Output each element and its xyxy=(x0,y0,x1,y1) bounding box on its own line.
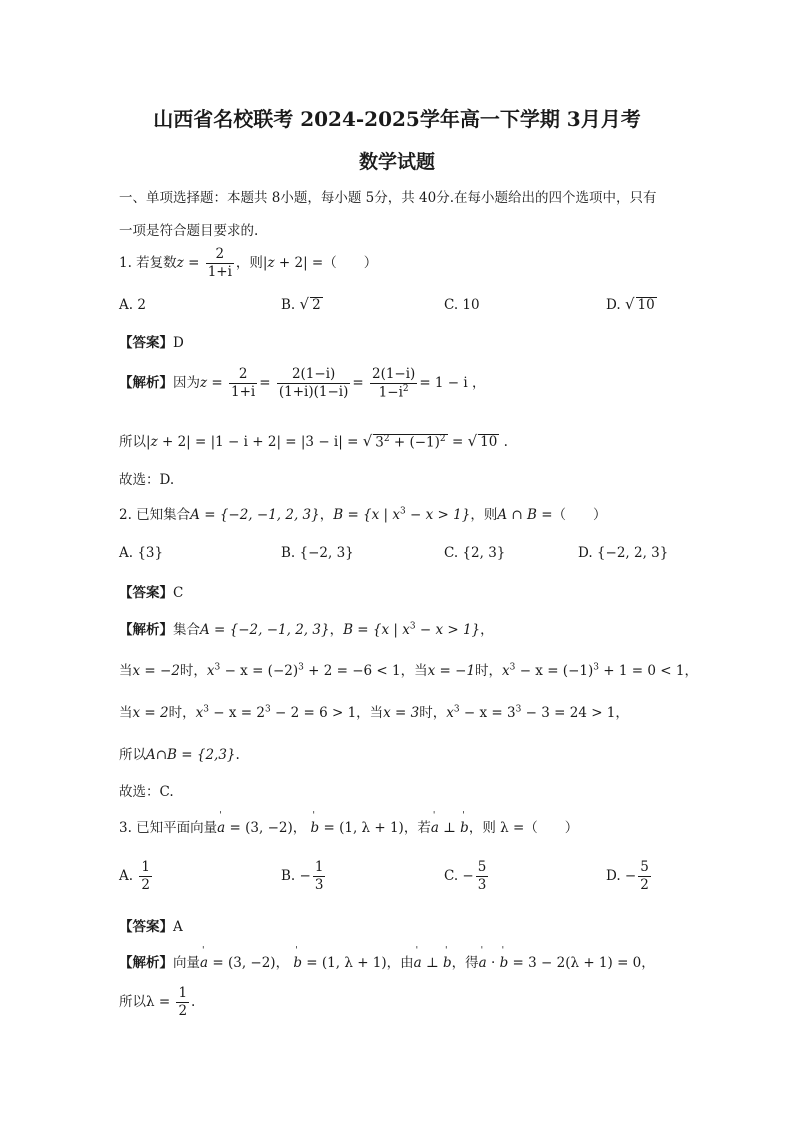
q3-option-b: B. − $\frac{1}{3}$ xyxy=(281,859,324,893)
q1-option-d: D. √ 10 xyxy=(606,295,655,313)
q1-analysis: 【解析】因为z = $\frac{2}{1+i}$ = $\frac{2(1-i)}{(1+i)(1-i)}$ = $\frac{2(1-i)}{1-i^2}$ = 1 − i ， xyxy=(119,366,486,401)
q2-option-d: D. {−2, 2, 3} xyxy=(578,545,669,561)
section-heading-line2: 一项是符合题目要求的. xyxy=(119,223,259,239)
q1-therefore: 所以|z + 2| = |1 − i + 2| = |3 − i| = √ $3^2 + (-1)^2$ = √ 10 . xyxy=(119,432,508,450)
q3-option-d: D. − $\frac{5}{2}$ xyxy=(606,859,649,893)
q3-stem: 3. 已知平面向量' a = (3, −2)， ' b = (1, λ + 1)，若' a ⊥ ' b，则 λ =（ ） xyxy=(119,816,578,836)
q3-option-c: C. − $\frac{5}{3}$ xyxy=(444,859,487,893)
section-heading-line1: 一、单项选择题：本题共 8小题，每小题 5分，共 40分.在每小题给出的四个选项中，只有 xyxy=(119,190,657,206)
q2-case-line1: 当x = −2时，$x^3 - x = (-2)^3 + 2 = -6 < 1$，当x = −1时，$x^3 - x = (-1)^3 + 1 = 0 < 1$， xyxy=(119,662,698,679)
q2-option-c: C. {2, 3} xyxy=(444,545,506,561)
exam-title: 山西省名校联考 2024-2025学年高一下学期 3月月考 xyxy=(153,107,641,131)
q3-analysis: 【解析】向量' a = (3, −2)， ' b = (1, λ + 1)，由' a ⊥ ' b，得' a · ' b = 3 − 2(λ + 1) = 0， xyxy=(119,951,655,971)
q2-option-b: B. {−2, 3} xyxy=(281,545,354,561)
q2-option-a: A. {3} xyxy=(119,545,164,561)
q3-answer: 【答案】A xyxy=(119,919,183,935)
q1-choose: 故选：D. xyxy=(119,472,175,488)
exam-subtitle: 数学试题 xyxy=(358,151,435,173)
q1-option-b: B. √ 2 xyxy=(281,295,321,313)
q1-option-c: C. 10 xyxy=(444,297,480,313)
q1-option-a: A. 2 xyxy=(119,297,146,313)
q2-choose: 故选：C. xyxy=(119,784,174,800)
q1-answer: 【答案】D xyxy=(119,335,184,351)
q3-therefore: 所以λ = $\frac{1}{2}$ . xyxy=(119,985,196,1019)
q1-stem: 1. 若复数z = $\frac{2}{1+i}$ ，则|z + 2| =（ ） xyxy=(119,246,378,280)
q3-option-a: A. $\frac{1}{2}$ xyxy=(119,859,150,893)
q2-answer: 【答案】C xyxy=(119,585,184,601)
q2-analysis: 【解析】集合A = {−2, −1, 2, 3}，B = {x | $x^3 - x > 1$}， xyxy=(119,621,494,638)
q2-therefore: 所以A∩B = {2,3}. xyxy=(119,747,240,763)
q2-stem: 2. 已知集合A = {−2, −1, 2, 3}，B = {x | $x^3 - x > 1$}，则A ∩ B =（ ） xyxy=(119,506,607,523)
q2-case-line2: 当x = 2时，$x^3 - x = 2^3 - 2 = 6 > 1$，当x = 3时，$x^3 - x = 3^3 - 3 = 24 > 1$， xyxy=(119,704,629,721)
